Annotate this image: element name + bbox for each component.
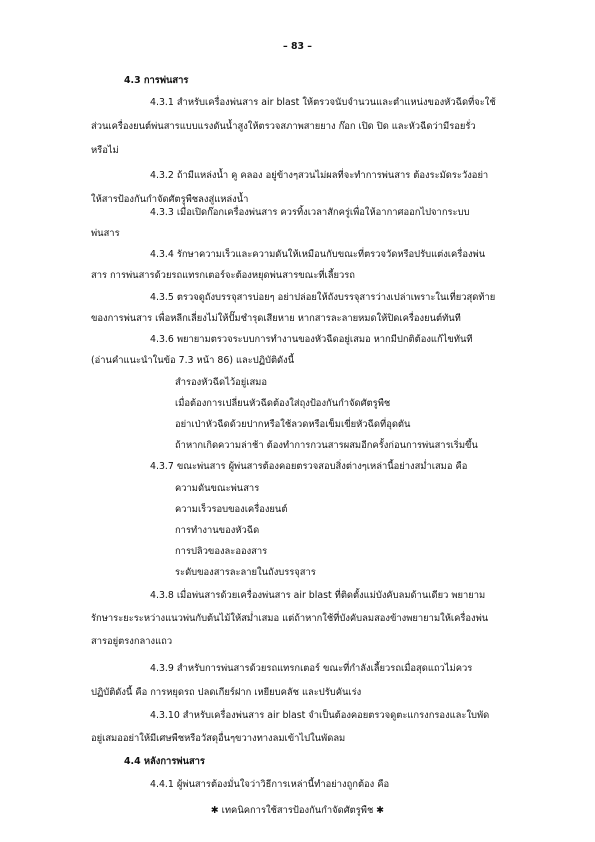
line: 4.4.1 ผู้พ่นสารต้องมั่นใจว่าวิธีการเหล่านี้ทำอย่างถูกต้อง คือ bbox=[150, 779, 390, 790]
line: 4.3.7 ขณะพ่นสาร ผู้พ่นสารต้องคอยตรวจสอบสิ่งต่างๆเหล่านี้อย่างสม่ำเสมอ คือ bbox=[150, 461, 468, 472]
list-item: ความเร็วรอบของเครื่องยนต์ bbox=[175, 504, 288, 515]
list-item: ถ้าหากเกิดความล่าช้า ต้องทำการกวนสารผสมอีกครั้งก่อนการพ่นสารเริ่มขึ้น bbox=[175, 440, 478, 451]
list-item: อย่าเป่าหัวฉีดด้วยปากหรือใช้ลวดหรือเข็มเขี่ยหัวฉีดที่อุดตัน bbox=[175, 419, 411, 430]
line: ให้สารป้องกันกำจัดศัตรูพืชลงสู่แหล่งน้ำ bbox=[91, 194, 249, 205]
line: 4.3.4 รักษาความเร็วและความดันให้เหมือนกับขณะที่ตรวจวัดหรือปรับแต่งเครื่องพ่น bbox=[150, 249, 486, 260]
list-item: ระดับของสารละลายในถังบรรจุสาร bbox=[175, 567, 316, 578]
line: 4.3.10 สำหรับเครื่องพ่นสาร air blast จำเป็นต้องคอยตรวจดูตะแกรงกรองและใบพัด bbox=[150, 710, 490, 721]
line: 4.3.1 สำหรับเครื่องพ่นสาร air blast ให้ตรวจนับจำนวนและตำแหน่งของหัวฉีดที่จะใช้ bbox=[150, 97, 496, 108]
section-heading-4-4: 4.4 หลังการพ่นสาร bbox=[124, 756, 205, 767]
line: สารอยู่ตรงกลางแถว bbox=[91, 636, 173, 647]
section-heading-4-3: 4.3 การพ่นสาร bbox=[124, 75, 189, 86]
page-footer: ✱ เทคนิคการใช้สารป้องกันกำจัดศัตรูพืช ✱ bbox=[210, 805, 385, 816]
line: ปฏิบัติดังนี้ คือ การหยุดรถ ปลดเกียร์ฝาก เหยียบคลัช และปรับคันเร่ง bbox=[91, 687, 362, 698]
list-item: เมื่อต้องการเปลี่ยนหัวฉีดต้องใส่ถุงป้องกันกำจัดศัตรูพืช bbox=[175, 398, 391, 409]
line: (อ่านคำแนะนำในข้อ 7.3 หน้า 86) และปฏิบัติดังนี้ bbox=[91, 355, 295, 366]
line: 4.3.8 เมื่อพ่นสารด้วยเครื่องพ่นสาร air blast ที่ติดตั้งแม่บังคับลมด้านเดียว พยายาม bbox=[150, 590, 486, 601]
list-item: การทำงานของหัวฉีด bbox=[175, 525, 260, 536]
list-item: การปลิวของละอองสาร bbox=[175, 546, 268, 557]
line: หรือไม่ bbox=[91, 145, 119, 156]
page-number: – 83 – bbox=[283, 41, 312, 52]
line: 4.3.6 พยายามตรวจระบบการทำงานของหัวฉีดอยู่เสมอ หากมีปกติต้องแก้ไขทันที bbox=[150, 334, 473, 345]
line: 4.3.2 ถ้ามีแหล่งน้ำ คู คลอง อยู่ข้างๆสวนไม่ผลที่จะทำการพ่นสาร ต้องระมัดระวังอย่า bbox=[150, 170, 489, 181]
line: 4.3.9 สำหรับการพ่นสารด้วยรถแทรกเตอร์ ขณะที่กำลังเลี้ยวรถเมื่อสุดแถวไม่ควร bbox=[150, 663, 473, 674]
line: 4.3.5 ตรวจดูถังบรรจุสารบ่อยๆ อย่าปล่อยให้ถังบรรจุสารว่างเปล่าเพราะในเที่ยวสุดท้าย bbox=[150, 292, 496, 303]
line: 4.3.3 เมื่อเปิดก๊อกเครื่องพ่นสาร ควรทิ้งเวลาสักครู่เพื่อให้อากาศออกไปจากระบบ bbox=[150, 207, 470, 218]
line: รักษาระยะระหว่างแนวพ่นกับต้นไม้ให้สม่ำเสมอ แต่ถ้าหากใช้ที่บังคับลมสองข้างพยายามให้เครื่องพ่น bbox=[91, 613, 489, 624]
line: อยู่เสมออย่าให้มีเศษพืชหรือวัสดุอื่นๆขวางทางลมเข้าไปในพัดลม bbox=[91, 733, 346, 744]
list-item: สำรองหัวฉีดไว้อยู่เสมอ bbox=[175, 377, 267, 388]
line: ของการพ่นสาร เพื่อหลีกเลี่ยงไม่ให้ปั๊มชำรุดเสียหาย หากสารละลายหมดให้ปิดเครื่องยนต์ทันที bbox=[91, 313, 461, 324]
line: พ่นสาร bbox=[91, 228, 120, 239]
list-item: ความดันขณะพ่นสาร bbox=[175, 483, 260, 494]
line: สาร การพ่นสารด้วยรถแทรกเตอร์จะต้องหยุดพ่นสารขณะที่เลี้ยวรถ bbox=[91, 270, 355, 281]
line: ส่วนเครื่องยนต์พ่นสารแบบแรงดันน้ำสูงให้ตรวจสภาพสายยาง ก๊อก เปิด ปิด และหัวฉีดว่ามีรอยรั่ว bbox=[91, 121, 476, 132]
